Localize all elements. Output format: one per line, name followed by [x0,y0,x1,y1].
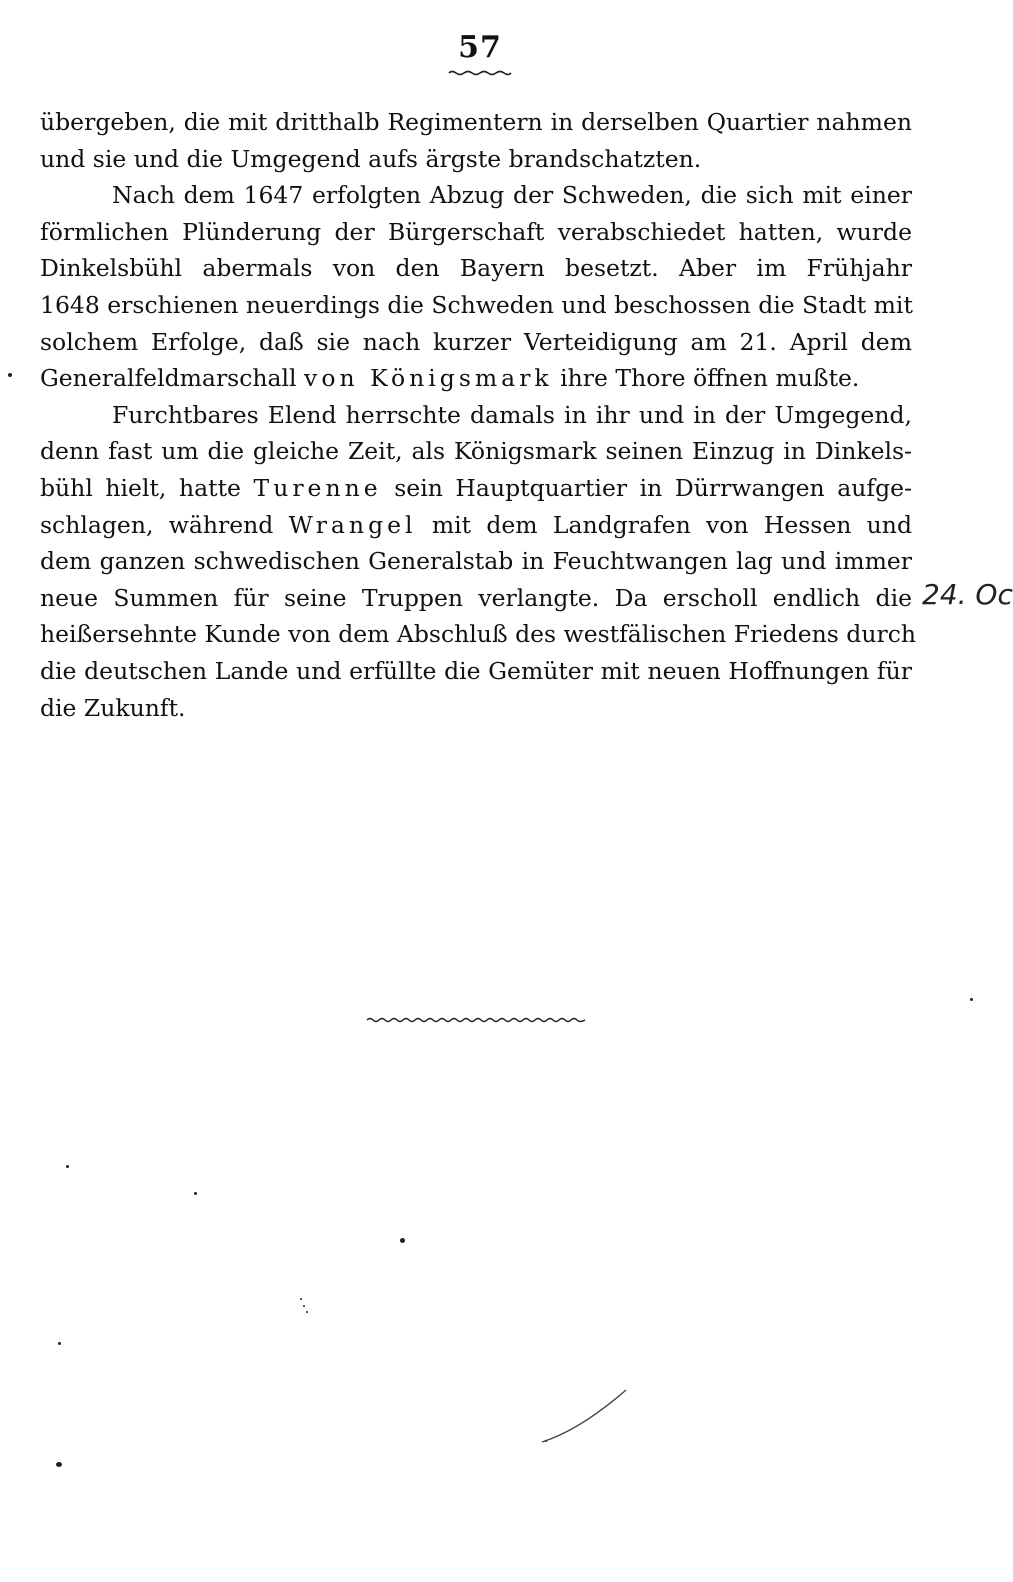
speck-mark [194,1192,197,1195]
text-line: förmlichen Plünderung der Bürgerschaft verabschiedet hatten, wurde [40,217,912,246]
spaced-name: von Königsmark [304,364,553,393]
text-line: Nach dem 1647 erfolgten Abzug der Schweden, die sich mit einer [112,181,912,210]
text-line: neue Summen für seine Truppen verlangte. Da erscholl endlich die [40,583,912,612]
text-segment: sein Hauptquartier in Dürrwangen aufge- [381,473,913,502]
text-segment: mit dem Landgrafen von Hessen und [416,510,912,539]
spaced-name: Wrangel [288,510,417,539]
speck-mark [8,373,12,377]
speck-mark [303,1305,305,1307]
speck-mark [300,1298,302,1300]
speck-mark [970,998,973,1001]
speck-mark [56,1462,62,1467]
speck-mark [58,1342,61,1345]
text-line: die deutschen Lande und erfüllte die Gemüter mit neuen Hoffnungen für [40,656,912,685]
text-line: Furchtbares Elend herrschte damals in ihr und in der Umgegend, [112,400,912,429]
text-line: 1648 erschienen neuerdings die Schweden und beschossen die Stadt mit [40,290,913,319]
page-number-flourish [448,70,512,76]
page-number: 57 [458,30,502,65]
text-line [40,470,912,507]
text-segment: schlagen, während [40,510,289,539]
pencil-stroke-mark [540,1385,630,1445]
text-segment: Generalfeldmarschall [40,364,305,393]
wavy-divider [366,1016,586,1024]
speck-mark [66,1165,69,1168]
text-segment: ihre Thore öffnen mußte. [552,364,860,393]
text-line: dem ganzen schwedischen Generalstab in Feuchtwangen lag und immer [40,547,912,576]
spaced-name: Turenne [253,473,382,502]
text-line: solchem Erfolge, daß sie nach kurzer Verteidigung am 21. April dem [40,327,912,356]
handwritten-margin-note: 24. Oc [922,578,1013,611]
text-segment: bühl hielt, hatte [40,473,254,502]
speck-mark [306,1311,308,1313]
text-line [40,507,912,544]
body-text [40,104,917,726]
text-line: heißersehnte Kunde von dem Abschluß des westfälischen Friedens durch [40,620,917,649]
speck-mark [400,1238,405,1243]
text-line: die Zukunft. [40,693,186,722]
text-line: und sie und die Umgegend aufs ärgste brandschatzten. [40,144,702,173]
text-line: übergeben, die mit dritthalb Regimentern in derselben Quartier nahmen [40,108,912,136]
text-line: denn fast um die gleiche Zeit, als Königsmark seinen Einzug in Dinkels- [40,437,912,466]
text-line: Dinkelsbühl abermals von den Bayern besetzt. Aber im Frühjahr [40,254,912,283]
text-line [40,360,912,397]
